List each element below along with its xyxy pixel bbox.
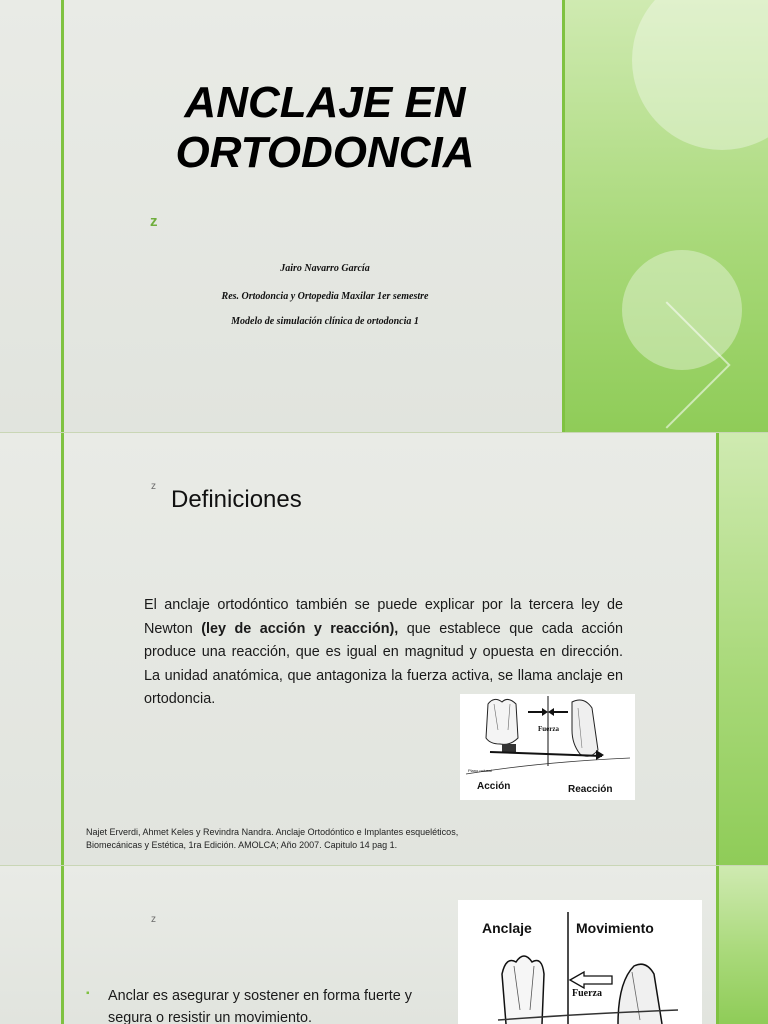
slide-title [0, 0, 768, 432]
anchorage-movement-figure [458, 900, 702, 1024]
course-line: Modelo de simulación clínica de ortodoncia 1 [231, 316, 419, 327]
band-edge-rule [716, 866, 719, 1024]
tooth-diagram [458, 900, 702, 1024]
bibliographic-reference [86, 826, 546, 852]
action-reaction-figure [460, 694, 635, 800]
figure-label-plane: Plano oclusal [468, 768, 492, 773]
reference-line-1: Najet Erverdi, Ahmet Keles y Revindra Nandra. Anclaje Ortodóntico e Implantes esqueléticos, [86, 827, 459, 837]
author-name: Jairo Navarro García [280, 263, 370, 274]
slide-left-accent-rule [61, 433, 64, 865]
figure-label-action: Acción [477, 781, 511, 792]
bullet-text: Anclar es asegurar y sostener en forma fuerte y segura o resistir un movimiento. [108, 988, 412, 1024]
paragraph-text: El anclaje ortodóntico también se puede explicar por la tercera ley de Newton [144, 597, 623, 637]
slide-left-accent-rule [61, 0, 64, 432]
paragraph-text: que establece que cada acción produce una reacción, que es igual en magnitud y opuesta en dirección. La unidad anatómica, que antagoniza la fuerza activa, se llama anclaje en ortodoncia. [144, 620, 624, 707]
figure-label-movement: Movimiento [576, 920, 654, 936]
z-mark: z [150, 213, 158, 230]
band-edge-rule [562, 0, 565, 432]
band-edge-rule [716, 433, 719, 865]
program-line: Res. Ortodoncia y Ortopedia Maxilar 1er semestre [221, 291, 429, 302]
reference-line-2: Biomecánicas y Estética, 1ra Edición. AMOLCA; Año 2007. Capitulo 14 pag 1. [86, 840, 398, 850]
slide-decorative-green-band [562, 0, 768, 432]
figure-label-anchorage: Anclaje [482, 920, 532, 936]
slide-decorative-green-band [716, 433, 768, 865]
figure-label-force: Fuerza [538, 725, 559, 733]
slide-heading: Definiciones [171, 486, 302, 513]
band-glow-shape [632, 0, 768, 150]
slide-anclar [0, 866, 768, 1024]
title-line-1: ANCLAJE EN [184, 78, 466, 127]
slide-left-accent-rule [61, 866, 64, 1024]
figure-label-reaction: Reacción [568, 784, 613, 795]
paragraph-bold-text: (ley de acción y reacción), [201, 620, 399, 637]
title-line-2: ORTODONCIA [175, 128, 475, 177]
presentation-title [90, 78, 560, 178]
z-mark: z [151, 481, 156, 492]
z-mark: z [151, 914, 156, 925]
slide-decorative-green-band [716, 866, 768, 1024]
slide-definiciones [0, 433, 768, 865]
figure-label-force: Fuerza [572, 988, 602, 999]
bullet-square-icon: ▪ [86, 988, 90, 999]
